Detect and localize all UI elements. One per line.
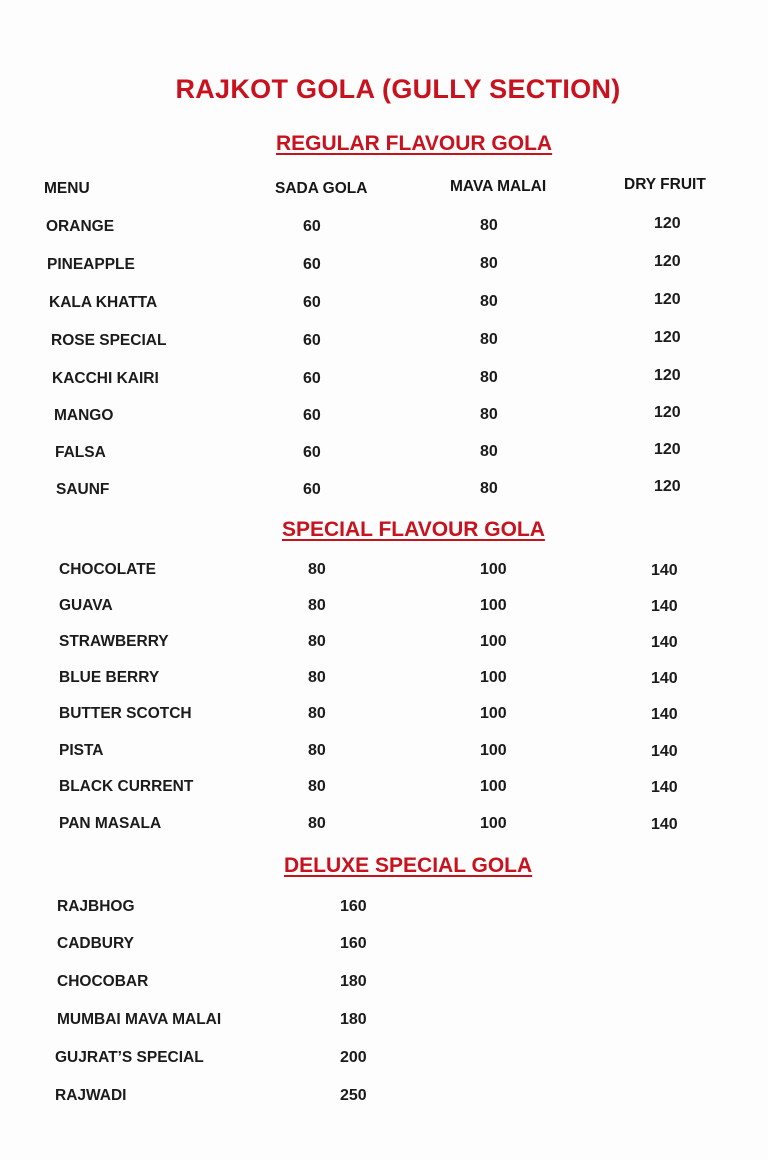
special-price-dry: 140 xyxy=(651,706,678,723)
special-price-sada: 80 xyxy=(308,705,326,722)
special-item-name: BUTTER SCOTCH xyxy=(59,705,192,722)
regular-price-mava: 80 xyxy=(480,217,498,234)
regular-price-sada: 60 xyxy=(303,256,321,273)
deluxe-item-name: RAJBHOG xyxy=(57,898,135,915)
deluxe-item-name: MUMBAI MAVA MALAI xyxy=(57,1011,222,1028)
regular-price-dry: 120 xyxy=(654,215,681,232)
regular-price-dry: 120 xyxy=(654,367,681,384)
deluxe-item-name: RAJWADI xyxy=(55,1087,127,1104)
special-price-mava: 100 xyxy=(480,705,507,722)
deluxe-price: 180 xyxy=(340,1011,367,1028)
regular-item-name: SAUNF xyxy=(56,481,110,498)
deluxe-price: 250 xyxy=(340,1087,367,1104)
deluxe-section-heading: DELUXE SPECIAL GOLA xyxy=(284,854,533,877)
regular-price-sada: 60 xyxy=(303,407,321,424)
deluxe-price: 180 xyxy=(340,973,367,990)
deluxe-price: 160 xyxy=(340,935,367,952)
regular-price-sada: 60 xyxy=(303,294,321,311)
special-price-dry: 140 xyxy=(651,634,678,651)
deluxe-price: 200 xyxy=(340,1049,367,1066)
deluxe-price: 160 xyxy=(340,898,367,915)
regular-price-mava: 80 xyxy=(480,255,498,272)
special-price-sada: 80 xyxy=(308,669,326,686)
regular-price-mava: 80 xyxy=(480,331,498,348)
special-item-name: BLUE BERRY xyxy=(59,669,160,686)
regular-price-sada: 60 xyxy=(303,370,321,387)
special-price-sada: 80 xyxy=(308,815,326,832)
regular-price-mava: 80 xyxy=(480,480,498,497)
special-price-sada: 80 xyxy=(308,633,326,650)
deluxe-item-name: CHOCOBAR xyxy=(57,973,149,990)
col-header-mava-malai: MAVA MALAI xyxy=(450,178,547,195)
special-item-name: CHOCOLATE xyxy=(59,561,157,578)
deluxe-item-name: GUJRAT’S SPECIAL xyxy=(55,1049,204,1066)
special-item-name: STRAWBERRY xyxy=(59,633,169,650)
special-price-mava: 100 xyxy=(480,597,507,614)
special-price-dry: 140 xyxy=(651,743,678,760)
menu-title: RAJKOT GOLA (GULLY SECTION) xyxy=(175,74,621,104)
regular-price-dry: 120 xyxy=(654,404,681,421)
col-header-sada-gola: SADA GOLA xyxy=(275,180,368,197)
special-item-name: BLACK CURRENT xyxy=(59,778,194,795)
special-price-dry: 140 xyxy=(651,562,678,579)
special-price-sada: 80 xyxy=(308,561,326,578)
regular-item-name: KALA KHATTA xyxy=(49,294,158,311)
special-price-mava: 100 xyxy=(480,815,507,832)
special-price-dry: 140 xyxy=(651,779,678,796)
special-section-heading: SPECIAL FLAVOUR GOLA xyxy=(282,518,545,541)
special-price-dry: 140 xyxy=(651,598,678,615)
regular-item-name: ORANGE xyxy=(46,218,115,235)
regular-price-mava: 80 xyxy=(480,293,498,310)
regular-price-sada: 60 xyxy=(303,218,321,235)
regular-item-name: ROSE SPECIAL xyxy=(51,332,167,349)
regular-price-dry: 120 xyxy=(654,478,681,495)
special-price-mava: 100 xyxy=(480,561,507,578)
special-price-mava: 100 xyxy=(480,669,507,686)
special-item-name: PAN MASALA xyxy=(59,815,162,832)
regular-item-name: FALSA xyxy=(55,444,106,461)
special-price-dry: 140 xyxy=(651,816,678,833)
special-price-sada: 80 xyxy=(308,742,326,759)
regular-item-name: KACCHI KAIRI xyxy=(52,370,159,387)
regular-price-sada: 60 xyxy=(303,332,321,349)
col-header-menu: MENU xyxy=(44,180,90,197)
regular-item-name: PINEAPPLE xyxy=(47,256,135,273)
regular-price-mava: 80 xyxy=(480,369,498,386)
deluxe-item-name: CADBURY xyxy=(57,935,134,952)
special-price-mava: 100 xyxy=(480,778,507,795)
special-item-name: GUAVA xyxy=(59,597,113,614)
regular-price-mava: 80 xyxy=(480,443,498,460)
regular-price-dry: 120 xyxy=(654,253,681,270)
special-price-dry: 140 xyxy=(651,670,678,687)
special-price-sada: 80 xyxy=(308,597,326,614)
special-item-name: PISTA xyxy=(59,742,104,759)
col-header-dry-fruit: DRY FRUIT xyxy=(624,176,706,193)
regular-section-heading: REGULAR FLAVOUR GOLA xyxy=(276,132,553,155)
regular-price-sada: 60 xyxy=(303,481,321,498)
regular-price-dry: 120 xyxy=(654,291,681,308)
regular-price-mava: 80 xyxy=(480,406,498,423)
special-price-mava: 100 xyxy=(480,633,507,650)
special-price-sada: 80 xyxy=(308,778,326,795)
regular-price-dry: 120 xyxy=(654,441,681,458)
regular-price-sada: 60 xyxy=(303,444,321,461)
regular-item-name: MANGO xyxy=(54,407,114,424)
special-price-mava: 100 xyxy=(480,742,507,759)
regular-price-dry: 120 xyxy=(654,329,681,346)
